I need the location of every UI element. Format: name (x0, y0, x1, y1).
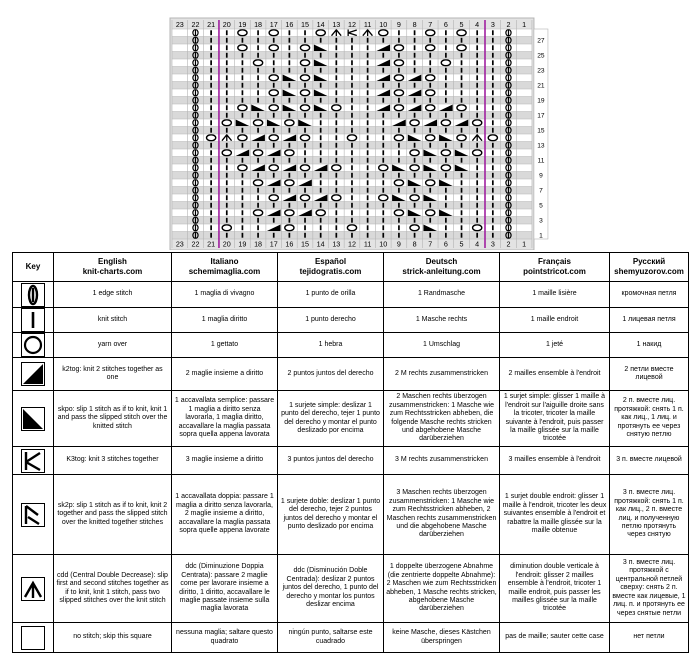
column-number-top: 7 (428, 20, 433, 29)
legend-cell-english: k2tog: knit 2 stitches together as one (54, 358, 172, 391)
column-number-top: 14 (316, 20, 325, 29)
legend-cell-russian: 3 п. вместе лиц. протяжкой с центральной петлей сверху: снять 2 п. вместе как лицевые, 1 лиц. п. и протянуть ее через снятые петли (610, 555, 689, 623)
column-number-bottom: 22 (191, 239, 200, 249)
header-key: Key (13, 253, 54, 282)
legend-cell-russian: 1 накид (610, 333, 689, 358)
legend-cell-deutsch: 1 Masche rechts (384, 308, 500, 333)
header-italiano: Italiano schemimaglia.com (172, 253, 278, 282)
legend-row-no-stitch (13, 623, 689, 653)
knit-stitch-icon (21, 308, 45, 332)
legend-cell-deutsch: keine Masche, dieses Kästchen überspringen (384, 623, 500, 653)
row-number-right: 19 (537, 97, 545, 105)
column-number-top: 15 (301, 20, 310, 29)
legend-cell-deutsch: 2 M rechts zusammenstricken (384, 358, 500, 391)
legend-cell-francais: 1 maille endroit (500, 308, 610, 333)
row-number-right: 5 (539, 202, 543, 210)
legend-cell-deutsch: 1 Randmasche (384, 282, 500, 308)
row-number-right: 25 (537, 52, 545, 60)
row-number-right: 1 (539, 232, 543, 240)
legend-row-sk2p (13, 475, 689, 555)
legend-cell-italiano: 3 maglie insieme a diritto (172, 447, 278, 475)
legend-cell-deutsch: 1 doppelte überzogene Abnahme (die zentrierte doppelte Abnahme): 2 Maschen wie zum Rechtsstricken abheben, 1 Masche rechts stricken, abgehobene Masche darüberziehen (384, 555, 500, 623)
column-number-bottom: 7 (428, 239, 433, 249)
legend-cell-english: yarn over (54, 333, 172, 358)
legend-cell-francais: pas de maille; sauter cette case (500, 623, 610, 653)
legend-cell-italiano: 1 accavallata doppia: passare 1 maglia a diritto senza lavorarla, 2 maglie insieme a diritto, accavallare la maglia passata sopra quelle appena lavorate (172, 475, 278, 555)
legend-cell-english: cdd (Central Double Decrease): slip first and second stitches together as if to knit, knit 1 stitch, pass two slipped stitches over the knit stitch (54, 555, 172, 623)
row-number-right: 3 (539, 217, 543, 225)
column-number-top: 12 (347, 20, 356, 29)
legend-cell-russian: 3 п. вместе лиц. протяжкой: снять 1 п. как лиц., 2 п. вместе лиц. и полученную петлю протянуть через снятую (610, 475, 689, 555)
column-number-top: 22 (191, 20, 200, 29)
legend-cell-francais: 1 surjet simple: glisser 1 maille à l'endroit sur l'aiguille droite sans la tricoter, tricoter la maille suivante à l'endroit, puis passer la maille glissée sur la maille tricotée (500, 391, 610, 447)
legend-cell-english: skpo: slip 1 stitch as if to knit, knit 1 and pass the slipped stitch over the knitted stitch (54, 391, 172, 447)
row-number-right: 13 (537, 142, 545, 150)
k2tog-icon (21, 362, 45, 386)
row-number-right: 27 (537, 37, 545, 45)
legend-cell-english: 1 edge stitch (54, 282, 172, 308)
legend-cell-francais: 1 jeté (500, 333, 610, 358)
edge-stitch-icon (21, 283, 45, 307)
legend-row-edge-stitch (13, 282, 689, 308)
row-number-right: 11 (537, 157, 545, 165)
legend-cell-deutsch: 3 M rechts zusammenstricken (384, 447, 500, 475)
legend-cell-russian: нет петли (610, 623, 689, 653)
legend-cell-francais: 1 maille lisière (500, 282, 610, 308)
legend-symbol-cell (13, 358, 54, 391)
column-number-top: 6 (443, 20, 448, 29)
row-number-right: 9 (539, 172, 543, 180)
column-number-bottom: 5 (459, 239, 464, 249)
legend-cell-espanol: 1 punto derecho (278, 308, 384, 333)
column-number-bottom: 15 (301, 239, 310, 249)
column-number-top: 16 (285, 20, 294, 29)
column-number-top: 2 (506, 20, 511, 29)
column-number-bottom: 20 (222, 239, 231, 249)
column-number-bottom: 9 (396, 239, 401, 249)
column-number-top: 5 (459, 20, 464, 29)
legend-cell-francais: 3 mailles ensemble à l'endroit (500, 447, 610, 475)
column-number-top: 3 (490, 20, 495, 29)
column-number-top: 19 (238, 20, 247, 29)
header-espanol: Español tejidogratis.com (278, 253, 384, 282)
legend-cell-italiano: ddc (Diminuzione Doppia Centrata): passare 2 maglie come per lavorare insieme a diritto, 1 diritto, accavallare le maglie passate insieme sulla maglia lavorata (172, 555, 278, 623)
sk2p-icon (21, 503, 45, 527)
legend-cell-espanol: ningún punto, saltarse este cuadrado (278, 623, 384, 653)
legend-cell-espanol: 1 surjete simple: deslizar 1 punto del derecho, tejer 1 punto del derecho y montar el punto deslizado por encima (278, 391, 384, 447)
legend-cell-english: no stitch; skip this square (54, 623, 172, 653)
column-number-bottom: 1 (522, 239, 527, 249)
legend-cell-english: knit stitch (54, 308, 172, 333)
legend-row-skpo (13, 391, 689, 447)
legend-cell-francais: 1 surjet double endroit: glisser 1 maille à l'endroit, tricoter les deux suivantes ensemble à l'endroit et rabattre la maille glissée sur la maille obtenue (500, 475, 610, 555)
no-stitch-icon (21, 626, 45, 650)
column-number-top: 9 (396, 20, 401, 29)
column-number-bottom: 3 (490, 239, 495, 249)
header-english: English knit-charts.com (54, 253, 172, 282)
column-number-top: 21 (207, 20, 216, 29)
legend-header-row (13, 253, 689, 282)
legend-cell-russian: 2 петли вместе лицевой (610, 358, 689, 391)
legend-row-k3tog (13, 447, 689, 475)
legend-symbol-cell (13, 282, 54, 308)
legend-symbol-cell (13, 308, 54, 333)
column-number-top: 23 (175, 20, 184, 29)
legend-row-cdd (13, 555, 689, 623)
column-number-top: 13 (332, 20, 341, 29)
legend-symbol-cell (13, 555, 54, 623)
column-number-bottom: 6 (443, 239, 448, 249)
legend-table (12, 252, 689, 653)
legend-cell-russian: 3 п. вместе лицевой (610, 447, 689, 475)
legend-cell-english: sk2p: slip 1 stitch as if to knit, knit 2 together and pass the slipped stitch over the knitted together stitches (54, 475, 172, 555)
legend-cell-italiano: 1 accavallata semplice: passare 1 maglia a diritto senza lavorarla, 1 maglia diritto, accavallare la maglia passata sopra quella appena lavorata (172, 391, 278, 447)
column-number-bottom: 19 (238, 239, 247, 249)
column-number-bottom: 14 (316, 239, 325, 249)
column-number-bottom: 8 (412, 239, 417, 249)
k3tog-icon (21, 449, 45, 473)
row-number-right: 21 (537, 82, 545, 90)
column-number-bottom: 23 (175, 239, 184, 249)
yarn-over-icon (21, 333, 45, 357)
row-number-right: 23 (537, 67, 545, 75)
column-number-bottom: 16 (285, 239, 294, 249)
legend-cell-deutsch: 1 Umschlag (384, 333, 500, 358)
legend-cell-russian: 1 лицевая петля (610, 308, 689, 333)
column-number-bottom: 4 (475, 239, 480, 249)
knitting-chart (0, 0, 699, 250)
legend-cell-deutsch: 2 Maschen rechts überzogen zusammenstricken: 1 Masche wie zum Rechtsstricken abheben, die folgende Masche rechts stricken und abgehobene Masche darüberziehen (384, 391, 500, 447)
legend-cell-italiano: 1 maglia di vivagno (172, 282, 278, 308)
legend-cell-deutsch: 3 Maschen rechts überzogen zusammenstricken: 1 Masche wie zum Rechtsstricken abheben, 2 Maschen rechts zusammenstricken und die abgehobene Masche darüberziehen (384, 475, 500, 555)
legend-symbol-cell (13, 623, 54, 653)
column-number-bottom: 2 (506, 239, 511, 249)
legend-symbol-cell (13, 333, 54, 358)
header-francais: Français pointstricot.com (500, 253, 610, 282)
legend-cell-espanol: ddc (Disminución Doble Centrada): deslizar 2 puntos juntos del derecho, 1 punto del derecho y montar los puntos deslizar encima (278, 555, 384, 623)
cdd-icon (21, 577, 45, 601)
legend-cell-russian: кромочная петля (610, 282, 689, 308)
column-number-bottom: 18 (254, 239, 263, 249)
legend-row-yarn-over (13, 333, 689, 358)
header-russian: Русский shemyuzorov.com (610, 253, 689, 282)
column-number-top: 8 (412, 20, 417, 29)
column-number-bottom: 21 (207, 239, 216, 249)
legend-cell-italiano: nessuna maglia; saltare questo quadrato (172, 623, 278, 653)
legend-cell-english: K3tog: knit 3 stitches together (54, 447, 172, 475)
legend-cell-francais: 2 mailles ensemble à l'endroit (500, 358, 610, 391)
legend-cell-italiano: 1 maglia diritto (172, 308, 278, 333)
legend-cell-russian: 2 п. вместе лиц. протяжкой: снять 1 п. как лиц., 1 лиц. и протянуть ее через снятую петлю (610, 391, 689, 447)
legend-symbol-cell (13, 391, 54, 447)
column-number-bottom: 10 (379, 239, 388, 249)
row-number-right: 17 (537, 112, 545, 120)
legend-cell-italiano: 1 gettato (172, 333, 278, 358)
column-number-top: 1 (522, 20, 527, 29)
column-number-top: 10 (379, 20, 388, 29)
column-number-top: 18 (254, 20, 263, 29)
legend-cell-italiano: 2 maglie insieme a diritto (172, 358, 278, 391)
legend-cell-espanol: 1 hebra (278, 333, 384, 358)
column-number-bottom: 12 (347, 239, 356, 249)
legend-cell-francais: diminution double verticale à l'endroit: glisser 2 mailles ensemble à l'endroit, tricoter 1 maille endroit, puis passer les mailles glissée sur la maille tricotée (500, 555, 610, 623)
legend-symbol-cell (13, 447, 54, 475)
legend-cell-espanol: 3 puntos juntos del derecho (278, 447, 384, 475)
header-deutsch: Deutsch strick-anleitung.com (384, 253, 500, 282)
row-number-right: 15 (537, 127, 545, 135)
row-number-right: 7 (539, 187, 543, 195)
legend-row-k2tog (13, 358, 689, 391)
legend-row-knit-stitch (13, 308, 689, 333)
column-number-top: 20 (222, 20, 231, 29)
skpo-icon (21, 407, 45, 431)
column-number-bottom: 17 (269, 239, 278, 249)
column-number-bottom: 11 (363, 239, 372, 249)
legend-cell-espanol: 2 puntos juntos del derecho (278, 358, 384, 391)
column-number-bottom: 13 (332, 239, 341, 249)
column-number-top: 11 (363, 20, 372, 29)
legend-cell-espanol: 1 surjete doble: deslizar 1 punto del derecho, tejer 2 puntos juntos del derecho y montar el punto deslizado por encima (278, 475, 384, 555)
column-number-top: 4 (475, 20, 480, 29)
column-number-top: 17 (269, 20, 278, 29)
legend-cell-espanol: 1 punto de orilla (278, 282, 384, 308)
legend-symbol-cell (13, 475, 54, 555)
